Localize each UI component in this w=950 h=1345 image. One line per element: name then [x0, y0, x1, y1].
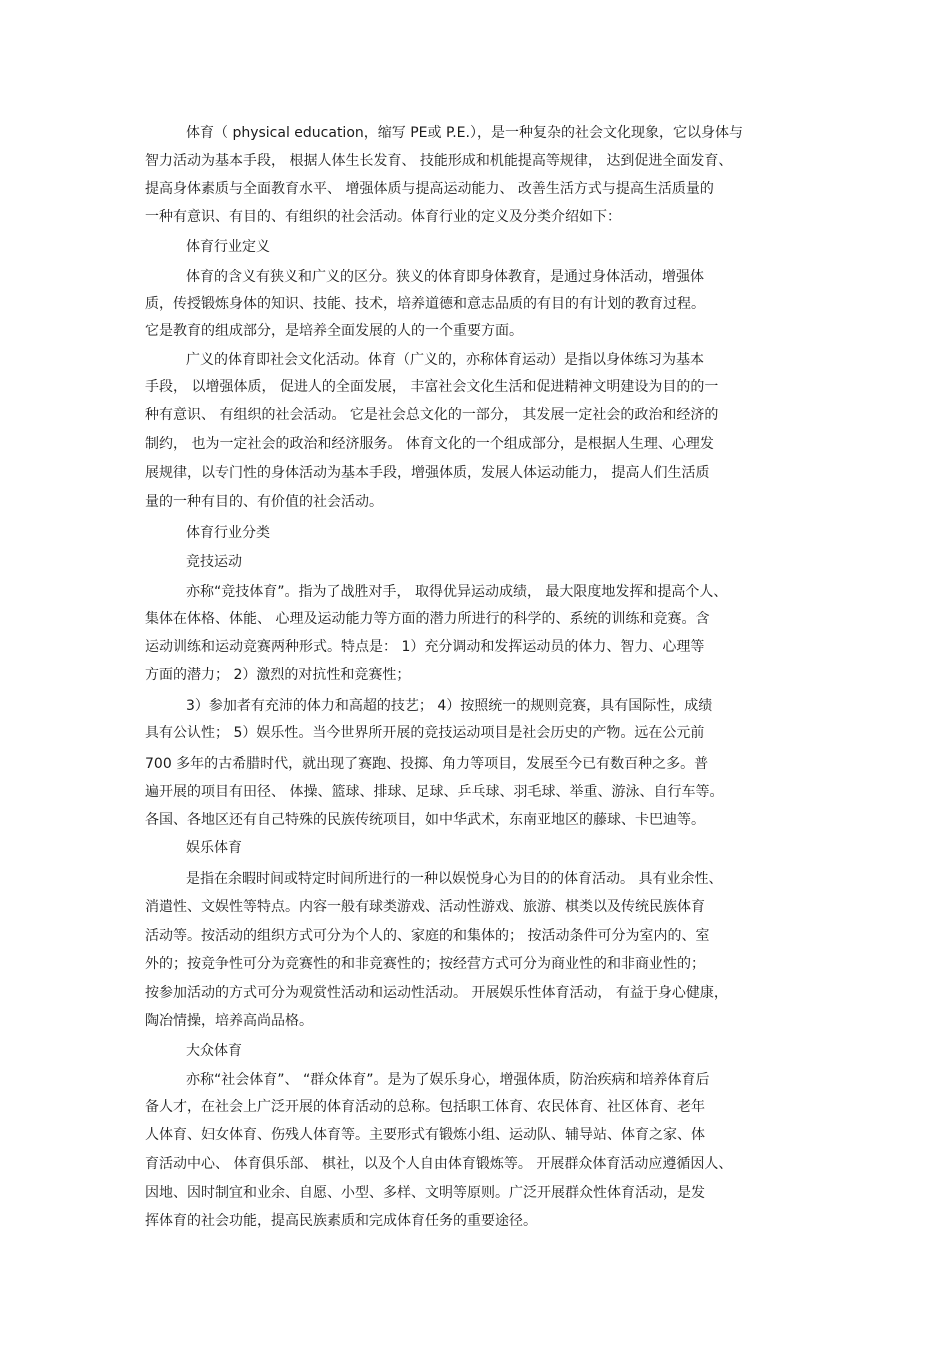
text-line: 陶冶情操，培养高尚品格。: [145, 1013, 313, 1029]
text-line: 方面的潜力； 2）激烈的对抗性和竞赛性；: [145, 667, 411, 683]
text-line: 是指在余暇时间或特定时间所进行的一种以娱悦身心为目的的体育活动。 具有业余性、: [186, 871, 723, 887]
text-line: 广义的体育即社会文化活动。体育（广义的，亦称体育运动）是指以身体练习为基本: [186, 352, 704, 368]
text-line: 外的；按竞争性可分为竞赛性的和非竞赛性的；按经营方式可分为商业性的和非商业性的；: [145, 956, 705, 972]
text-line: 各国、各地区还有自己特殊的民族传统项目，如中华武术，东南亚地区的藤球、卡巴迪等。: [145, 812, 705, 828]
subsection-heading: 大众体育: [186, 1043, 242, 1059]
subsection-heading: 竞技运动: [186, 554, 242, 570]
text-line: 按参加活动的方式可分为观赏性活动和运动性活动。 开展娱乐性体育活动， 有益于身心健康，: [145, 985, 728, 1001]
text-line: 亦称“竞技体育”。指为了战胜对手， 取得优异运动成绩， 最大限度地发挥和提高个人、: [186, 584, 728, 600]
text-line: 展规律，以专门性的身体活动为基本手段，增强体质，发展人体运动能力， 提高人们生活质: [145, 465, 710, 481]
section-heading: 体育行业定义: [186, 239, 270, 255]
text-line: 亦称“社会体育”、 “群众体育”。是为了娱乐身心，增强体质，防治疾病和培养体育后: [186, 1072, 710, 1088]
text-line: 种有意识、 有组织的社会活动。 它是社会总文化的一部分， 其发展一定社会的政治和经济的: [145, 407, 719, 423]
text-line: 育活动中心、 体育俱乐部、 棋社，以及个人自由体育锻炼等。 开展群众体育活动应遵循因人、: [145, 1156, 733, 1172]
text-line: 运动训练和运动竞赛两种形式。特点是： 1）充分调动和发挥运动员的体力、智力、心理等: [145, 639, 705, 655]
text-line: 消遣性、文娱性等特点。内容一般有球类游戏、活动性游戏、旅游、棋类以及传统民族体育: [145, 899, 705, 915]
text-line: 3）参加者有充沛的体力和高超的技艺； 4）按照统一的规则竞赛，具有国际性，成绩: [186, 698, 713, 714]
text-line: 备人才，在社会上广泛开展的体育活动的总称。包括职工体育、农民体育、社区体育、老年: [145, 1099, 705, 1115]
text-line: 智力活动为基本手段， 根据人体生长发育、 技能形成和机能提高等规律， 达到促进全面发育、: [145, 153, 733, 169]
text-line: 700 多年的古希腊时代，就出现了赛跑、投掷、角力等项目，发展至今已有数百种之多。普: [145, 756, 709, 772]
text-line: 量的一种有目的、有价值的社会活动。: [145, 494, 383, 510]
text-line: 因地、因时制宜和业余、自愿、小型、多样、文明等原则。广泛开展群众性体育活动，是发: [145, 1185, 705, 1201]
subsection-heading: 娱乐体育: [186, 840, 242, 856]
text-line: 集体在体格、体能、 心理及运动能力等方面的潜力所进行的科学的、系统的训练和竞赛。含: [145, 611, 710, 627]
text-line: 质，传授锻炼身体的知识、技能、技术，培养道德和意志品质的有目的有计划的教育过程。: [145, 296, 705, 312]
text-line: 制约， 也为一定社会的政治和经济服务。 体育文化的一个组成部分，是根据人生理、心理发: [145, 436, 714, 452]
text-line: 手段， 以增强体质， 促进人的全面发展， 丰富社会文化生活和促进精神文明建设为目的的一: [145, 379, 719, 395]
text-line: 挥体育的社会功能，提高民族素质和完成体育任务的重要途径。: [145, 1213, 537, 1229]
text-line: 遍开展的项目有田径、 体操、篮球、排球、足球、乒乓球、羽毛球、举重、游泳、自行车等。: [145, 784, 724, 800]
text-line: 活动等。按活动的组织方式可分为个人的、家庭的和集体的； 按活动条件可分为室内的、室: [145, 928, 710, 944]
text-line: 它是教育的组成部分，是培养全面发展的人的一个重要方面。: [145, 323, 523, 339]
text-line: 体育（ physical education，缩写 PE或 P.E.），是一种复杂的社会文化现象，它以身体与: [186, 125, 743, 141]
section-heading: 体育行业分类: [186, 525, 270, 541]
text-line: 人体育、妇女体育、伤残人体育等。主要形式有锻炼小组、运动队、辅导站、体育之家、体: [145, 1127, 705, 1143]
text-line: 一种有意识、有目的、有组织的社会活动。体育行业的定义及分类介绍如下：: [145, 209, 621, 225]
text-line: 具有公认性； 5）娱乐性。当今世界所开展的竞技运动项目是社会历史的产物。远在公元前: [145, 725, 705, 741]
text-line: 提高身体素质与全面教育水平、 增强体质与提高运动能力、 改善生活方式与提高生活质量的: [145, 181, 714, 197]
text-line: 体育的含义有狭义和广义的区分。狭义的体育即身体教育，是通过身体活动，增强体: [186, 269, 704, 285]
